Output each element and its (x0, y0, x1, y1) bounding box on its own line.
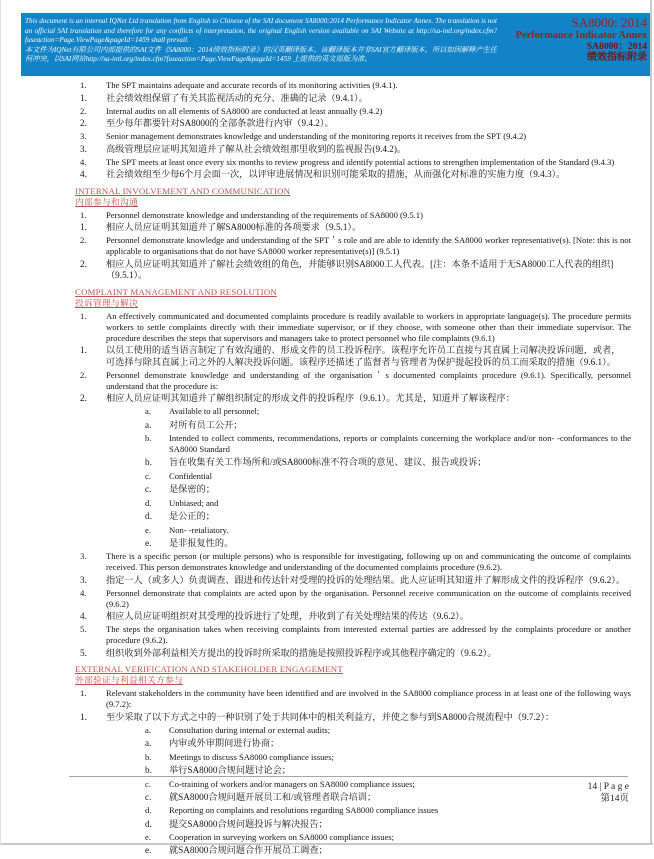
item-text: The SPT maintains adequate and accurate records of its monitoring activities (9.4.1). (106, 80, 398, 90)
item-number: d. (145, 818, 152, 829)
item-number: d. (145, 510, 152, 521)
item-number: 3. (80, 551, 87, 562)
list-item-en (75, 157, 631, 168)
item-number: 3. (80, 143, 87, 154)
document-title-block (499, 13, 651, 76)
item-text: Unbiased; and (169, 497, 219, 508)
section-heading-zh: 外部验证与利益相关方参与 (75, 675, 183, 686)
page-number (588, 781, 629, 805)
item-number: 1. (80, 712, 87, 723)
section-heading-en: INTERNAL INVOLVEMENT AND COMMUNICATION (75, 185, 291, 196)
sub-item-zh (143, 738, 631, 749)
item-text: Personnel demonstrate knowledge and understanding of the SPT＇s role and are able to identify the SA8000 worker representative(s). [Note: this is not applicable to organisations that do not have SA8000 worker representative(s)] (9.5.1) (106, 235, 631, 257)
sub-item-en (143, 525, 631, 536)
item-text: 社会绩效组保留了有关其监视活动的充分、准确的记录（9.4.1）。 (106, 92, 368, 103)
list-item-zh (75, 393, 631, 404)
item-number: 4. (80, 169, 87, 180)
page-number-zh: 第14页 (600, 794, 629, 804)
item-text: Non- ‑retaliatory. (169, 524, 229, 535)
list-item-zh (75, 345, 631, 368)
list-item-en (75, 688, 631, 710)
list-item-zh (75, 169, 631, 180)
list-item-en (75, 80, 631, 91)
item-text: 指定一人（或多人）负责调查、跟进和传达针对受理的投诉的处理结果。此人应证明其知道并了解形成文件的投诉程序（9.6.2）。 (106, 574, 626, 585)
list-item-en (75, 311, 631, 344)
item-text: 是非报复性的。 (169, 537, 234, 548)
sub-item-zh (143, 511, 631, 522)
item-text: Co-training of workers and/or managers on SA8000 compliance issues; (169, 778, 415, 789)
item-text: 就SA8000合规问题开展员工和/或管理者联合培训； (169, 791, 377, 802)
sub-item-zh (143, 819, 631, 830)
section-heading-en: COMPLAINT MANAGEMENT AND RESOLUTION (75, 286, 277, 297)
section-heading-zh: 投诉管理与解决 (75, 297, 138, 308)
sub-item-en (143, 832, 631, 843)
item-text: 是保密的； (169, 484, 215, 495)
item-number: 2. (80, 369, 87, 380)
translation-notice (21, 13, 499, 76)
item-text: Intended to collect comments, recommendations, reports or complaints concerning the workplace and/or non- ‑conformances to the SA8000 Standard (169, 433, 631, 455)
item-text: Senior management demonstrates knowledge and understanding of the monitoring reports it receives from the SPT (9.4.2) (106, 131, 527, 142)
sub-item-zh (143, 845, 631, 856)
item-number: d. (145, 805, 152, 816)
item-number: 2. (80, 105, 87, 116)
item-number: 2. (80, 258, 87, 269)
sub-item-zh (143, 765, 631, 776)
item-text: The steps the organisation takes when receiving complaints from interested external parties are addressed by the complaints procedure or another procedure (9.6.2). (106, 624, 631, 646)
item-number: e. (145, 524, 151, 535)
item-text: 至少每年都要针对SA8000的全部条款进行内审（9.4.2）。 (106, 118, 334, 129)
section-heading-en: EXTERNAL VERIFICATION AND STAKEHOLDER ENGAGEMENT (75, 664, 343, 675)
item-text: Internal audits on all elements of SA8000 are conducted at least annually (9.4.2) (106, 105, 383, 116)
item-number: 1. (80, 222, 87, 233)
item-number: a. (145, 419, 152, 430)
item-text: An effectively communicated and documented complaints procedure is readily available to workers in appropriate language(s). The procedure permits workers to settle complaints directly with their immediate supervisor, or if they choose, with someone other than their immediate supervisor. The procedure describes the steps that supervisors and managers take to protect personnel who file complaints (9.6.1) (106, 310, 631, 343)
sub-item-en (143, 725, 631, 736)
translation-notice-zh: 本文件为IQNet有限公司内部提供的SAI文件《SA8000：2014绩效指标附录》的汉英翻译版本。该翻译版本并非SAI官方翻译版本，所以如因解释产生任何冲突，以SAI网站http://sa-intl.org/index.cfm?fuseaction=Page.ViewPage&pageId=1459 上提供的英文原版为准。 (25, 45, 497, 64)
sub-item-en (143, 779, 631, 790)
title-zh-line2: 绩效指标附录 (587, 51, 647, 63)
list-item-en (75, 210, 631, 221)
list-item-en (75, 624, 631, 646)
item-text: Confidential (169, 470, 212, 481)
item-number: 1. (80, 80, 87, 90)
item-number: 1. (80, 345, 87, 356)
item-text: 至少采取了以下方式之中的一种识别了处于共同体中的相关利益方，并使之参与到SA8000合规流程中（9.7.2）： (106, 712, 555, 723)
item-number: d. (145, 497, 152, 508)
item-number: 5. (80, 624, 87, 635)
item-text: Cooperation in surveying workers on SA8000 compliance issues; (169, 832, 395, 843)
item-number: 4. (80, 611, 87, 622)
item-number: e. (145, 537, 152, 548)
sub-item-zh (143, 457, 631, 468)
item-text: Personnel demonstrate knowledge and understanding of the requirements of SA8000 (9.5.1) (106, 209, 423, 220)
item-text: 就SA8000合规问题合作开展员工调查； (169, 845, 328, 856)
document-body (1, 80, 654, 859)
item-text: 举行SA8000合规问题讨论会； (169, 765, 291, 776)
list-item-zh (75, 144, 631, 155)
item-number: 2. (80, 118, 87, 129)
item-number: b. (145, 457, 152, 468)
item-text: Meetings to discuss SA8000 compliance issues; (169, 751, 334, 762)
sub-item-zh (143, 420, 631, 431)
item-text: 高级管理层应证明其知道并了解从社会绩效组那里收到的监视报告(9.4.2)。 (106, 143, 407, 154)
item-number: 4. (80, 587, 87, 598)
item-number: c. (145, 778, 151, 789)
title-en-line2: Performance Indicator Annex (515, 30, 647, 42)
list-item-en (75, 131, 631, 142)
item-text: 相应人员应证明组织对其受理的投诉进行了处理，并收到了有关处理结果的传达（9.6.2）。 (106, 611, 469, 622)
item-number: 1. (80, 310, 87, 321)
item-text: 提交SA8000合规问题投诉与解决报告； (169, 818, 328, 829)
item-number: 2. (80, 235, 87, 246)
item-text: Available to all personnel; (169, 406, 260, 417)
item-number: 5. (80, 648, 87, 659)
list-item-zh (75, 118, 631, 129)
list-item-zh (75, 93, 631, 104)
item-text: The SPT meets at least once every six months to review progress and identify potential actions to strengthen implementation of the Standard (9.4.3) (106, 156, 615, 167)
item-text: Relevant stakeholders in the community have been identified and are involved in the SA8000 compliance process in at least one of the following ways (9.7.2): (106, 688, 631, 710)
sub-item-zh (143, 792, 631, 803)
item-number: c. (145, 484, 152, 495)
item-number: a. (145, 725, 151, 736)
list-item-zh (75, 222, 631, 233)
header-band (21, 13, 651, 76)
translation-notice-en: This document is an internal IQNet Ltd translation from English to Chinese of the SAI document SA8000:2014 Performance Indicator Annex. The translation is not an official SAI translation and therefore for any conflicts of interpretation, the original English version available on SAI Website at http://sa-intl.org/index.cfm?fuseaction=Page.ViewPage&pageId=1459 shall prevail. (25, 17, 497, 45)
item-number: 4. (80, 156, 87, 167)
item-number: 1. (80, 92, 87, 103)
item-text: 对所有员工公开； (169, 419, 243, 430)
list-item-en (75, 551, 631, 573)
item-text: 组织收到外部利益相关方提出的投诉时所采取的措施是按照投诉程序或其他程序确定的（9.6.2）。 (106, 648, 497, 659)
item-number: e. (145, 845, 152, 856)
sub-item-en (143, 498, 631, 509)
sub-item-zh (143, 484, 631, 495)
list-item-en (75, 235, 631, 257)
sub-item-en (143, 406, 631, 417)
list-item-zh (75, 575, 631, 586)
list-item-zh (75, 611, 631, 622)
list-item-zh (75, 712, 631, 723)
sub-item-zh (143, 538, 631, 549)
item-number: 3. (80, 574, 87, 585)
item-text: 相应人员应证明其知道并了解组织制定的形成文件的投诉程序（9.6.1）。尤其是，知道并了解该程序： (106, 393, 515, 404)
sub-item-en (143, 805, 631, 816)
item-number: a. (145, 406, 151, 417)
list-item-en (75, 370, 631, 392)
item-number: b. (145, 433, 152, 444)
item-number: 1. (80, 209, 87, 220)
footer-rule (69, 776, 628, 777)
item-number: c. (145, 791, 152, 802)
item-number: 3. (80, 131, 87, 142)
item-text: There is a specific person (or multiple persons) who is responsible for investigating, following up on and communicating the outcome of complaints received. This person demonstrates knowledge and understanding of the documented complaints procedure (9.6.2). (106, 551, 631, 573)
page-number-en: 14 | P a g e (587, 782, 629, 792)
item-text: 旨在收集有关工作场所和/或SA8000标准不符合项的意见、建议、报告或投诉； (169, 457, 487, 468)
item-number: e. (145, 832, 151, 843)
section-heading-zh: 内部参与和沟通 (75, 196, 138, 207)
sub-item-en (143, 752, 631, 763)
title-zh-line1: SA8000：2014 (586, 41, 647, 53)
item-text: Reporting on complaints and resolutions regarding SA8000 compliance issues (169, 805, 439, 816)
item-number: b. (145, 751, 152, 762)
item-number: 2. (80, 393, 87, 404)
list-item-zh (75, 259, 631, 282)
item-number: 1. (80, 688, 87, 699)
item-text: 社会绩效组至少每6个月会面一次，以评审进展情况和识别可能采取的措施，从而强化对标准的实施力度（9.4.3）。 (106, 169, 566, 180)
item-number: b. (145, 765, 152, 776)
item-text: 以员工使用的适当语言制定了有效沟通的、形成文件的员工投诉程序。该程序允许员工直接与其直属上司解决投诉问题，或者， 可选择与除其直属上司之外的人解决投诉问题。该程序还描述了监督者与管理者为保护提起投诉的员工而采取的措施（9.6.1）。 (106, 345, 626, 367)
item-text: Consultation during internal or external audits; (169, 725, 331, 736)
sub-item-en (143, 433, 631, 455)
list-item-en (75, 588, 631, 610)
item-number: c. (145, 470, 151, 481)
item-text: 是公正的； (169, 510, 215, 521)
item-text: Personnel demonstrate that complaints are acted upon by the organisation. Personnel receive communication on the outcome of complaints received (9.6.2) (106, 587, 631, 609)
item-text: 相应人员应证明其知道并了解SA8000标准的各项要求（9.5.1）。 (106, 222, 362, 233)
title-en-line1: SA8000: 2014 (571, 15, 647, 30)
list-item-en (75, 106, 631, 117)
list-item-zh (75, 648, 631, 659)
item-text: Personnel demonstrate knowledge and understanding of the organisation＇s documented complaints procedure (9.6.1). Specifically, personnel understand that the procedure is: (106, 369, 631, 391)
item-text: 相应人员应证明其知道并了解社会绩效组的角色，并能够识别SA8000工人代表。[注：本条不适用于无SA8000工人代表的组织]（9.5.1）。 (106, 258, 614, 281)
sub-item-en (143, 471, 631, 482)
item-text: 内审或外审期间进行协商； (169, 738, 280, 749)
item-number: a. (145, 738, 152, 749)
